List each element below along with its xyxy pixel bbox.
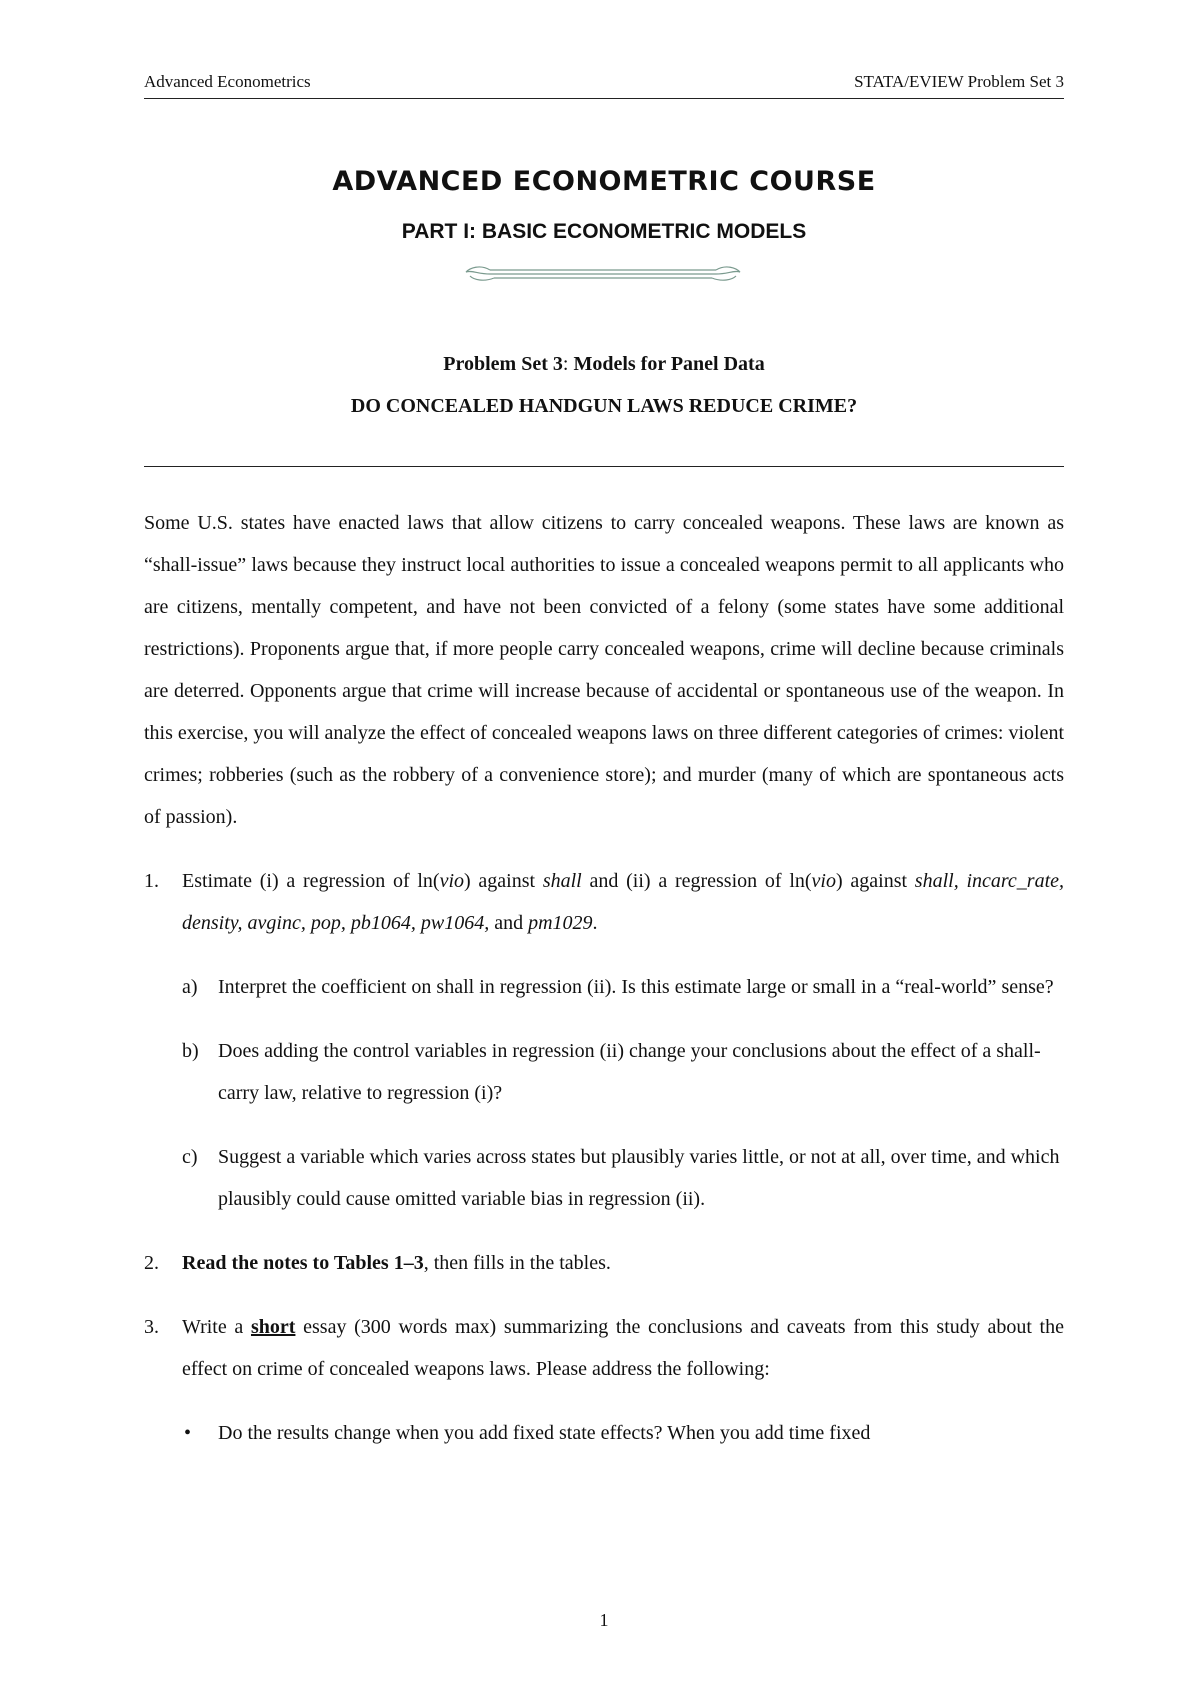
question-number: 1.	[144, 870, 159, 892]
question-2	[144, 1242, 1064, 1284]
part-subtitle: PART I: BASIC ECONOMETRIC MODELS	[401, 220, 807, 243]
problem-set-name: Models for Panel Data	[573, 353, 765, 375]
question-3	[144, 1306, 1064, 1390]
course-title: ADVANCED ECONOMETRIC COURSE	[332, 166, 876, 197]
question-3-text: Write a short essay (300 words max) summarizing the conclusions and caveats from this study about the effect on crime of concealed weapons laws. Please address the following:	[182, 1316, 1064, 1380]
document-body	[144, 502, 1064, 1454]
question-2-text: Read the notes to Tables 1–3, then fills in the tables.	[182, 1252, 611, 1274]
header-course-name: Advanced Econometrics	[144, 72, 311, 91]
problem-set-colon: :	[562, 353, 574, 375]
page-number: 1	[599, 1610, 609, 1630]
problem-set-label: Problem Set 3	[443, 353, 563, 375]
sub-question-label: b)	[182, 1040, 199, 1062]
intro-paragraph: Some U.S. states have enacted laws that allow citizens to carry concealed weapons. These laws are known as “shall-issue” laws because they instruct local authorities to issue a concealed weapons permit to all applicants who are citizens, mentally competent, and have not been convicted of a felony (some states have some additional restrictions). Proponents argue that, if more people carry concealed weapons, crime will decline because criminals are deterred. Opponents argue that crime will increase because of accidental or spontaneous use of the weapon. In this exercise, you will analyze the effect of concealed weapons laws on three different categories of crimes: violent crimes; robberies (such as the robbery of a convenience store); and murder (many of which are spontaneous acts of passion).	[144, 512, 1064, 828]
sub-question-text: Suggest a variable which varies across states but plausibly varies little, or not at all, over time, and which plausibly could cause omitted variable bias in regression (ii).	[218, 1146, 1060, 1210]
question-1-text: Estimate (i) a regression of ln(vio) against shall and (ii) a regression of ln(vio) against shall, incarc_rate, density, avginc, pop, pb1064, pw1064, and pm1029.	[182, 870, 1065, 934]
page-header	[144, 70, 1064, 99]
bullet-text: Do the results change when you add fixed state effects? When you add time fixed	[218, 1422, 871, 1444]
sub-question-label: a)	[182, 976, 198, 998]
question-number: 2.	[144, 1252, 159, 1274]
sub-question-label: c)	[182, 1146, 198, 1168]
bullet-symbol: •	[184, 1422, 192, 1444]
sub-question-b	[144, 1030, 1064, 1114]
problem-set-title	[144, 353, 1064, 376]
bullet-item	[144, 1412, 1064, 1454]
header-problem-set: STATA/EVIEW Problem Set 3	[854, 72, 1064, 91]
question-number: 3.	[144, 1316, 159, 1338]
question-1	[144, 860, 1064, 944]
sub-question-c	[144, 1136, 1064, 1220]
sub-question-a	[144, 966, 1064, 1008]
divider	[144, 466, 1064, 467]
sub-question-text: Does adding the control variables in regression (ii) change your conclusions about the effect of a shall-carry law, relative to regression (i)?	[218, 1040, 1041, 1104]
decorative-ornament	[462, 262, 744, 286]
sub-question-text: Interpret the coefficient on shall in regression (ii). Is this estimate large or small in a “real-world” sense?	[218, 976, 1054, 998]
problem-set-question: DO CONCEALED HANDGUN LAWS REDUCE CRIME?	[350, 395, 858, 417]
